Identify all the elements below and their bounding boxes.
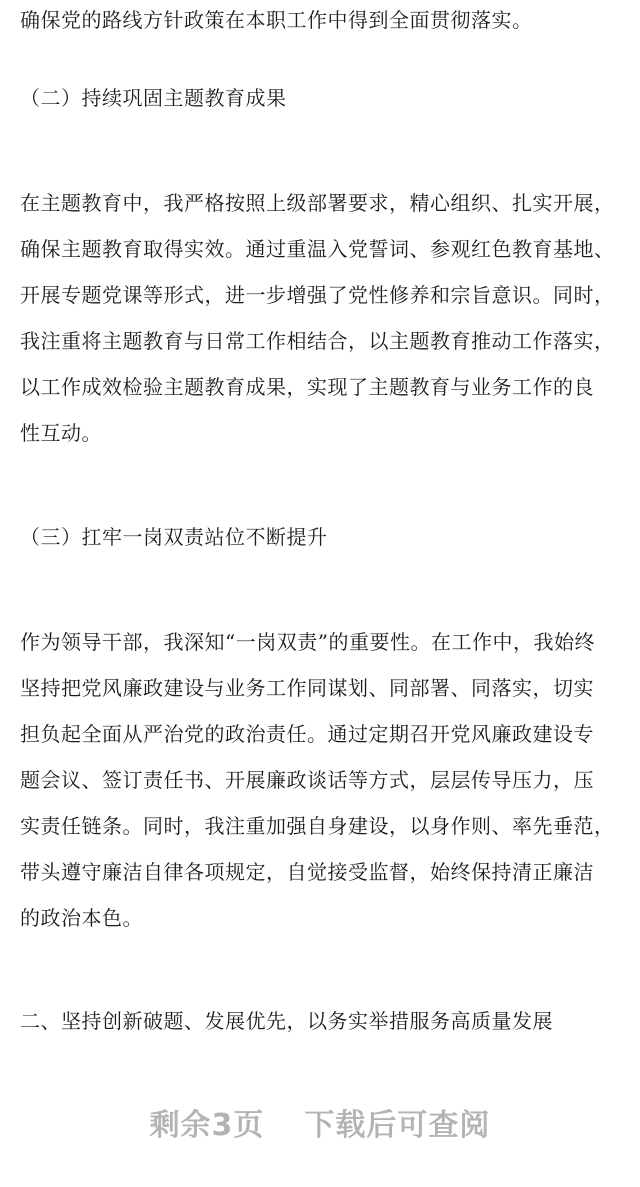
paragraph-line: 我注重将主题教育与日常工作相结合，以主题教育推动工作落实， <box>20 329 615 353</box>
paragraph-line: 带头遵守廉洁自律各项规定，自觉接受监督，始终保持清正廉洁 <box>20 860 594 884</box>
download-prompt-banner[interactable] <box>0 1106 640 1146</box>
paragraph-line: 以工作成效检验主题教育成果，实现了主题教育与业务工作的良 <box>20 375 594 399</box>
section-heading-3: （三）扛牢一岗双责站位不断提升 <box>20 525 328 549</box>
paragraph-line: 的政治本色。 <box>20 906 143 930</box>
paragraph-line: 开展专题党课等形式，进一步增强了党性修养和宗旨意识。同时， <box>20 283 615 307</box>
paragraph-line: 在主题教育中，我严格按照上级部署要求，精心组织、扎实开展， <box>20 191 615 215</box>
paragraph-line: 实责任链条。同时，我注重加强自身建设，以身作则、率先垂范， <box>20 814 615 838</box>
remaining-pages-label: 剩余3页 <box>149 1108 265 1143</box>
paragraph-line: 性互动。 <box>20 421 102 445</box>
paragraph-line: 确保主题教育取得实效。通过重温入党誓词、参观红色教育基地、 <box>20 237 615 261</box>
paragraph-line: 担负起全面从严治党的政治责任。通过定期召开党风廉政建设专 <box>20 722 594 746</box>
paragraph-line: 坚持把党风廉政建设与业务工作同谋划、同部署、同落实，切实 <box>20 676 594 700</box>
paragraph-line: 确保党的路线方针政策在本职工作中得到全面贯彻落实。 <box>20 8 533 32</box>
paragraph-line: 题会议、签订责任书、开展廉政谈话等方式，层层传导压力，压 <box>20 768 594 792</box>
download-to-view-label: 下载后可查阅 <box>304 1108 491 1143</box>
section-heading-2: （二）持续巩固主题教育成果 <box>20 86 287 110</box>
paragraph-line: 作为领导干部，我深知“一岗双责”的重要性。在工作中，我始终 <box>20 630 595 654</box>
chapter-heading-2: 二、坚持创新破题、发展优先，以务实举措服务高质量发展 <box>20 1009 553 1033</box>
